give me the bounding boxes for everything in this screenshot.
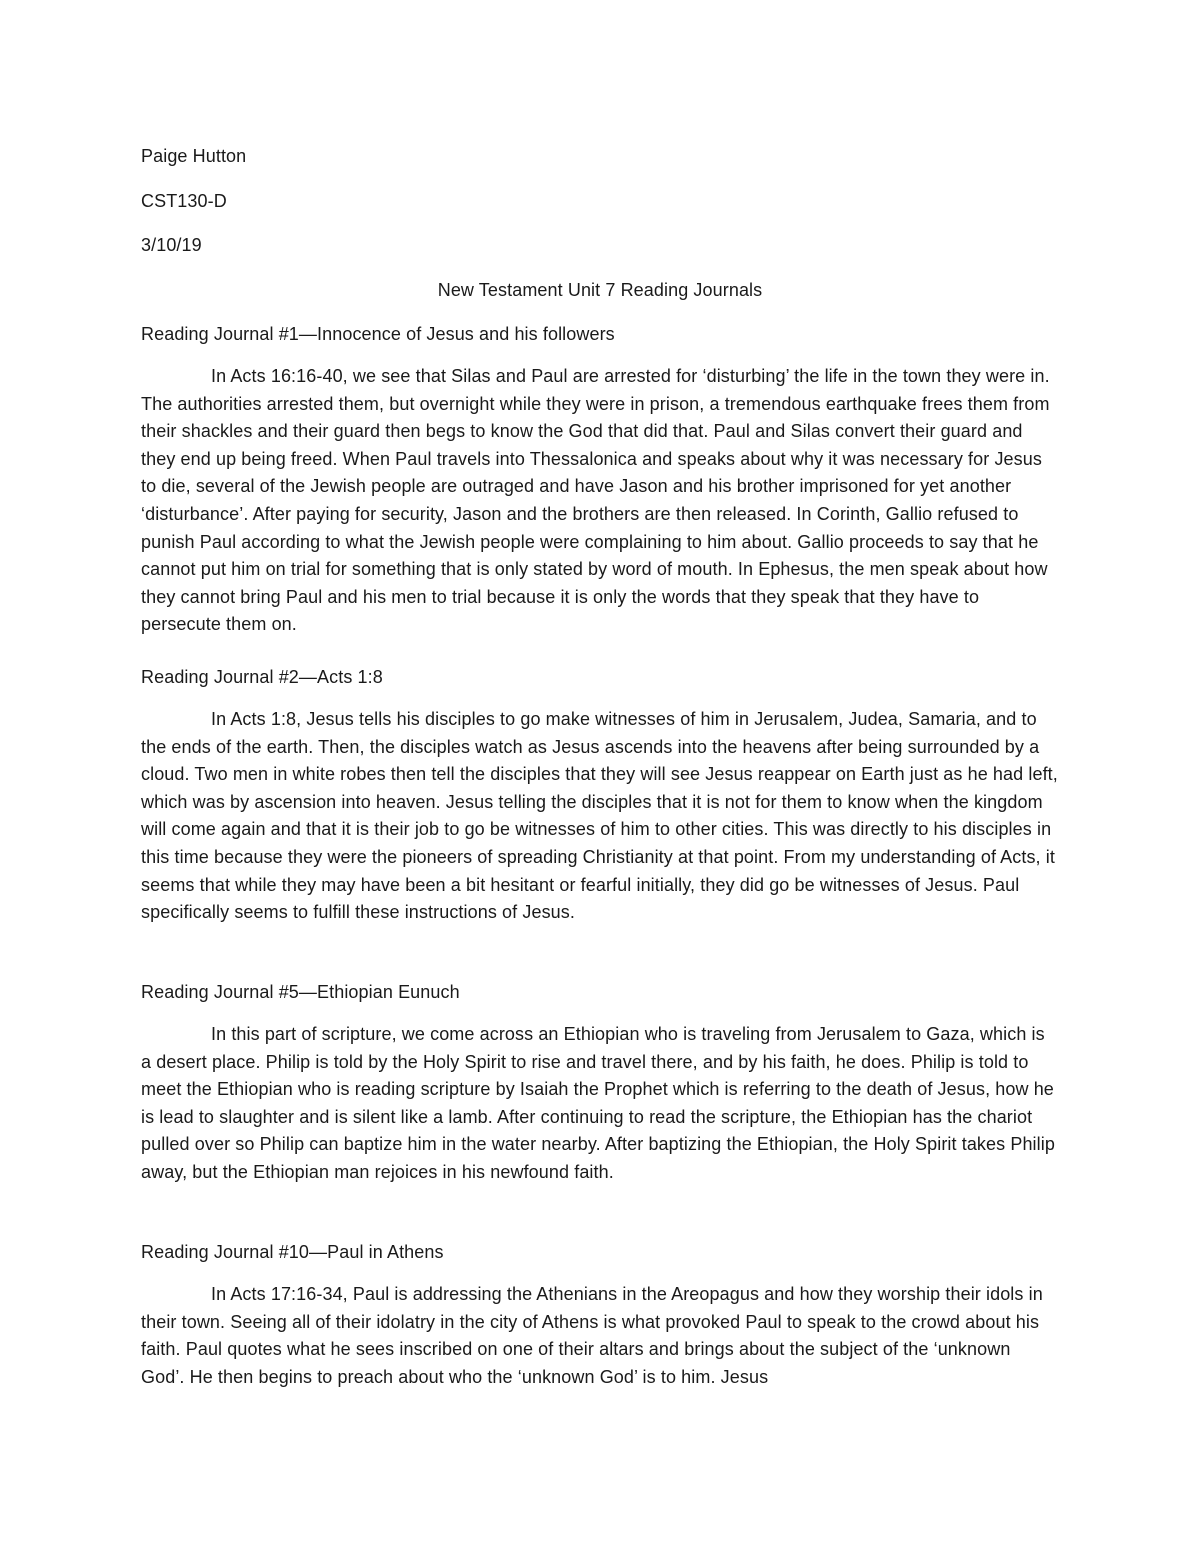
section-heading-journal-1: Reading Journal #1—Innocence of Jesus and his followers — [141, 324, 615, 344]
section-body-journal-10: In Acts 17:16-34, Paul is addressing the Athenians in the Areopagus and how they worship their idols in their town. Seeing all of their idolatry in the city of Athens is what provoked Paul to speak to the crowd about his faith. Paul quotes what he sees inscribed on one of their altars and brings about the subject of the ‘unknown God’. He then begins to preach about who the ‘unknown God’ is to him. Jesus — [141, 1284, 1043, 1387]
section-body-journal-2: In Acts 1:8, Jesus tells his disciples to go make witnesses of him in Jerusalem, Judea, Samaria, and to the ends of the earth. Then, the disciples watch as Jesus ascends into the heavens after being surrounded by a cloud. Two men in white robes then tell the disciples that they will see Jesus reappear on Earth just as he had left, which was by ascension into heaven. Jesus telling the disciples that it is not for them to know when the kingdom will come again and that it is their job to go be witnesses of him to other cities. This was directly to his disciples in this time because they were the pioneers of spreading Christianity at that point. From my understanding of Acts, it seems that while they may have been a bit hesitant or fearful initially, they did go be witnesses of Jesus. Paul specifically seems to fulfill these instructions of Jesus. — [141, 709, 1058, 923]
course-code: CST130-D — [141, 191, 227, 211]
section-heading-journal-10: Reading Journal #10—Paul in Athens — [141, 1242, 444, 1262]
section-body-journal-5: In this part of scripture, we come across an Ethiopian who is traveling from Jerusalem to Gaza, which is a desert place. Philip is told by the Holy Spirit to rise and travel there, and by his faith, he does. Philip is told to meet the Ethiopian who is reading scripture by Isaiah the Prophet which is referring to the death of Jesus, how he is lead to slaughter and is silent like a lamb. After continuing to read the scripture, the Ethiopian has the chariot pulled over so Philip can baptize him in the water nearby. After baptizing the Ethiopian, the Holy Spirit takes Philip away, but the Ethiopian man rejoices in his newfound faith. — [141, 1024, 1055, 1182]
student-name: Paige Hutton — [141, 146, 247, 166]
document-date: 3/10/19 — [141, 235, 202, 255]
section-heading-journal-2: Reading Journal #2—Acts 1:8 — [141, 667, 383, 687]
section-body-journal-1: In Acts 16:16-40, we see that Silas and Paul are arrested for ‘disturbing’ the life in the town they were in. The authorities arrested them, but overnight while they were in prison, a tremendous earthquake frees them from their shackles and their guard then begs to know the God that did that. Paul and Silas convert their guard and they end up being freed. When Paul travels into Thessalonica and speaks about why it was necessary for Jesus to die, several of the Jewish people are outraged and have Jason and his brother imprisoned for yet another ‘disturbance’. After paying for security, Jason and the brothers are then released. In Corinth, Gallio refused to punish Paul according to what the Jewish people were complaining to him about. Gallio proceeds to say that he cannot put him on trial for something that is only stated by word of mouth. In Ephesus, the men speak about how they cannot bring Paul and his men to trial because it is only the words that they speak that they have to persecute them on. — [141, 366, 1050, 635]
document-title: New Testament Unit 7 Reading Journals — [437, 280, 763, 300]
section-heading-journal-5: Reading Journal #5—Ethiopian Eunuch — [141, 982, 460, 1002]
